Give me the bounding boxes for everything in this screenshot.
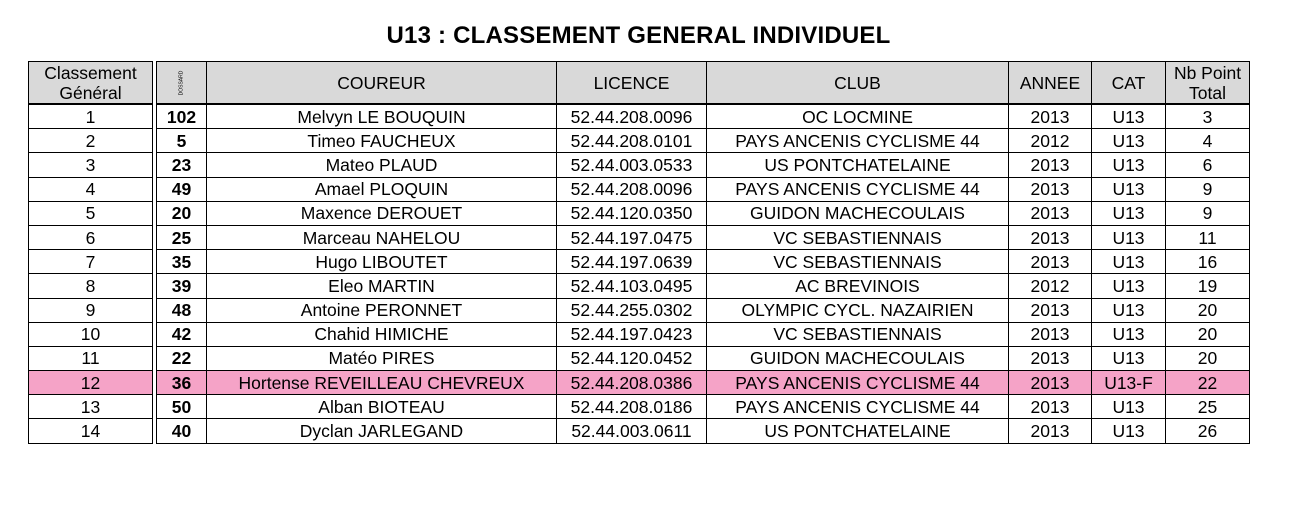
cell-rider: Dyclan JARLEGAND <box>207 419 557 443</box>
cell-club: PAYS ANCENIS CYCLISME 44 <box>707 371 1009 395</box>
header-dossard-label: DOSSARD <box>178 70 185 95</box>
cell-dossard: 23 <box>157 153 207 177</box>
cell-year: 2013 <box>1009 153 1092 177</box>
cell-licence: 52.44.208.0386 <box>557 371 707 395</box>
cell-licence: 52.44.197.0423 <box>557 322 707 346</box>
cell-year: 2013 <box>1009 177 1092 201</box>
header-rider: COUREUR <box>207 62 557 105</box>
cell-points: 9 <box>1166 201 1250 225</box>
table-row <box>29 322 1250 346</box>
cell-points: 19 <box>1166 274 1250 298</box>
cell-cat: U13 <box>1092 322 1166 346</box>
cell-year: 2013 <box>1009 201 1092 225</box>
header-licence: LICENCE <box>557 62 707 105</box>
cell-points: 9 <box>1166 177 1250 201</box>
cell-points: 3 <box>1166 104 1250 129</box>
cell-licence: 52.44.003.0611 <box>557 419 707 443</box>
cell-year: 2013 <box>1009 298 1092 322</box>
cell-points: 22 <box>1166 371 1250 395</box>
header-cat: CAT <box>1092 62 1166 105</box>
cell-rank: 7 <box>29 250 153 274</box>
header-points-line2: Total <box>1189 82 1226 103</box>
header-club: CLUB <box>707 62 1009 105</box>
cell-rider: Mateo PLAUD <box>207 153 557 177</box>
cell-points: 16 <box>1166 250 1250 274</box>
table-row <box>29 201 1250 225</box>
cell-dossard: 48 <box>157 298 207 322</box>
cell-cat: U13 <box>1092 250 1166 274</box>
cell-rank: 5 <box>29 201 153 225</box>
cell-year: 2013 <box>1009 346 1092 370</box>
cell-rank: 9 <box>29 298 153 322</box>
cell-cat: U13 <box>1092 395 1166 419</box>
cell-rider: Melvyn LE BOUQUIN <box>207 104 557 129</box>
cell-cat: U13 <box>1092 177 1166 201</box>
cell-rider: Maxence DEROUET <box>207 201 557 225</box>
header-points-line1: Nb Point <box>1173 62 1242 83</box>
cell-dossard: 35 <box>157 250 207 274</box>
cell-year: 2013 <box>1009 250 1092 274</box>
cell-licence: 52.44.003.0533 <box>557 153 707 177</box>
cell-rider: Marceau NAHELOU <box>207 225 557 249</box>
cell-rider: Chahid HIMICHE <box>207 322 557 346</box>
cell-rank: 10 <box>29 322 153 346</box>
cell-rank: 6 <box>29 225 153 249</box>
cell-dossard: 49 <box>157 177 207 201</box>
table-row <box>29 129 1250 153</box>
cell-club: VC SEBASTIENNAIS <box>707 322 1009 346</box>
cell-points: 20 <box>1166 346 1250 370</box>
header-rank <box>29 62 153 105</box>
cell-rank: 8 <box>29 274 153 298</box>
cell-dossard: 40 <box>157 419 207 443</box>
header-year: ANNEE <box>1009 62 1092 105</box>
cell-club: VC SEBASTIENNAIS <box>707 250 1009 274</box>
cell-dossard: 42 <box>157 322 207 346</box>
cell-rider: Antoine PERONNET <box>207 298 557 322</box>
cell-points: 11 <box>1166 225 1250 249</box>
cell-rank: 4 <box>29 177 153 201</box>
cell-licence: 52.44.208.0096 <box>557 104 707 129</box>
table-row <box>29 104 1250 129</box>
cell-year: 2013 <box>1009 322 1092 346</box>
cell-cat: U13 <box>1092 104 1166 129</box>
cell-club: GUIDON MACHECOULAIS <box>707 346 1009 370</box>
cell-rider: Timeo FAUCHEUX <box>207 129 557 153</box>
cell-licence: 52.44.120.0350 <box>557 201 707 225</box>
results-table <box>28 61 1250 444</box>
cell-licence: 52.44.208.0096 <box>557 177 707 201</box>
cell-rider: Eleo MARTIN <box>207 274 557 298</box>
cell-points: 26 <box>1166 419 1250 443</box>
page-title: U13 : CLASSEMENT GENERAL INDIVIDUEL <box>386 22 891 49</box>
cell-rider: Alban BIOTEAU <box>207 395 557 419</box>
cell-dossard: 25 <box>157 225 207 249</box>
cell-club: OC LOCMINE <box>707 104 1009 129</box>
table-row <box>29 153 1250 177</box>
cell-licence: 52.44.255.0302 <box>557 298 707 322</box>
cell-club: US PONTCHATELAINE <box>707 153 1009 177</box>
cell-year: 2013 <box>1009 395 1092 419</box>
cell-club: PAYS ANCENIS CYCLISME 44 <box>707 177 1009 201</box>
cell-year: 2012 <box>1009 129 1092 153</box>
cell-licence: 52.44.197.0639 <box>557 250 707 274</box>
cell-club: GUIDON MACHECOULAIS <box>707 201 1009 225</box>
cell-rank: 12 <box>29 371 153 395</box>
cell-club: PAYS ANCENIS CYCLISME 44 <box>707 129 1009 153</box>
header-points <box>1166 62 1250 105</box>
cell-club: OLYMPIC CYCL. NAZAIRIEN <box>707 298 1009 322</box>
cell-points: 20 <box>1166 322 1250 346</box>
cell-year: 2013 <box>1009 225 1092 249</box>
cell-dossard: 36 <box>157 371 207 395</box>
table-row <box>29 395 1250 419</box>
cell-rider: Hortense REVEILLEAU CHEVREUX <box>207 371 557 395</box>
cell-year: 2013 <box>1009 419 1092 443</box>
cell-year: 2012 <box>1009 274 1092 298</box>
cell-rank: 13 <box>29 395 153 419</box>
cell-licence: 52.44.103.0495 <box>557 274 707 298</box>
table-row <box>29 225 1250 249</box>
cell-rank: 14 <box>29 419 153 443</box>
results-body <box>29 104 1250 443</box>
cell-club: US PONTCHATELAINE <box>707 419 1009 443</box>
cell-cat: U13 <box>1092 153 1166 177</box>
cell-cat: U13 <box>1092 346 1166 370</box>
cell-rank: 3 <box>29 153 153 177</box>
cell-dossard: 5 <box>157 129 207 153</box>
cell-rider: Amael PLOQUIN <box>207 177 557 201</box>
cell-dossard: 39 <box>157 274 207 298</box>
cell-points: 25 <box>1166 395 1250 419</box>
cell-licence: 52.44.208.0101 <box>557 129 707 153</box>
cell-rank: 1 <box>29 104 153 129</box>
cell-cat: U13-F <box>1092 371 1166 395</box>
cell-cat: U13 <box>1092 201 1166 225</box>
table-row <box>29 250 1250 274</box>
cell-dossard: 50 <box>157 395 207 419</box>
header-rank-line2: Général <box>59 82 122 103</box>
cell-cat: U13 <box>1092 129 1166 153</box>
table-row <box>29 298 1250 322</box>
table-row <box>29 177 1250 201</box>
cell-year: 2013 <box>1009 371 1092 395</box>
cell-club: VC SEBASTIENNAIS <box>707 225 1009 249</box>
cell-points: 6 <box>1166 153 1250 177</box>
cell-cat: U13 <box>1092 274 1166 298</box>
table-row <box>29 346 1250 370</box>
cell-cat: U13 <box>1092 419 1166 443</box>
cell-rider: Matéo PIRES <box>207 346 557 370</box>
header-rank-line1: Classement <box>44 62 137 83</box>
cell-year: 2013 <box>1009 104 1092 129</box>
cell-rank: 11 <box>29 346 153 370</box>
cell-rider: Hugo LIBOUTET <box>207 250 557 274</box>
cell-rank: 2 <box>29 129 153 153</box>
cell-points: 20 <box>1166 298 1250 322</box>
cell-licence: 52.44.208.0186 <box>557 395 707 419</box>
cell-licence: 52.44.120.0452 <box>557 346 707 370</box>
table-row <box>29 419 1250 443</box>
table-row <box>29 274 1250 298</box>
cell-dossard: 20 <box>157 201 207 225</box>
cell-dossard: 102 <box>157 104 207 129</box>
cell-cat: U13 <box>1092 225 1166 249</box>
table-row <box>29 371 1250 395</box>
header-row <box>29 62 1250 105</box>
cell-club: PAYS ANCENIS CYCLISME 44 <box>707 395 1009 419</box>
cell-licence: 52.44.197.0475 <box>557 225 707 249</box>
cell-dossard: 22 <box>157 346 207 370</box>
cell-points: 4 <box>1166 129 1250 153</box>
header-dossard <box>157 62 207 105</box>
cell-club: AC BREVINOIS <box>707 274 1009 298</box>
cell-cat: U13 <box>1092 298 1166 322</box>
